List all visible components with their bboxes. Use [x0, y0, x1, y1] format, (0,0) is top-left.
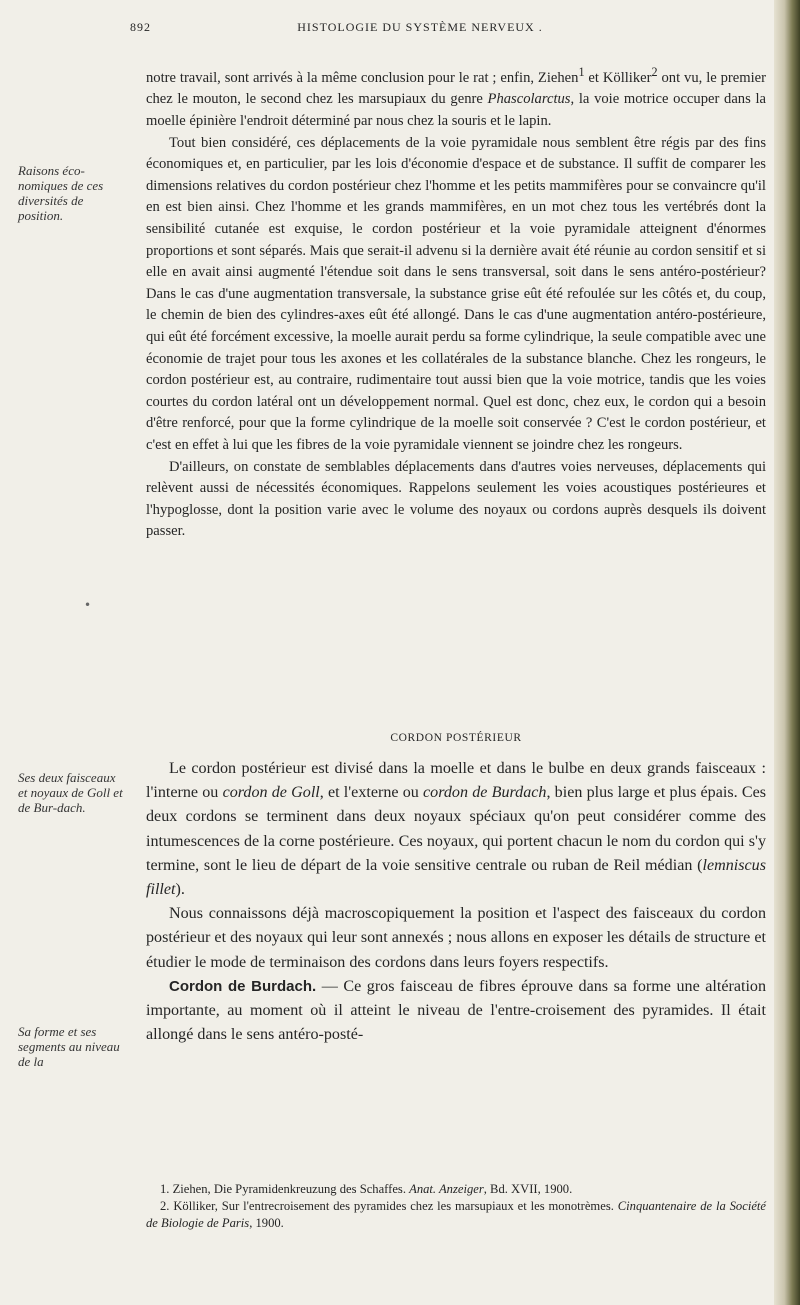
footnote-ref[interactable]: 2 [651, 65, 658, 79]
paragraph: notre travail, sont arrivés à la même conclusion pour le rat ; enfin, Ziehen$^1$ et Kölliker$^2$ ont vu, le premier chez le mouton, le second chez les marsupiaux du genre Phascolarctus, la voie motrice occuper dans la moelle épinière l'endroit déterminé par nous chez la souris et le lapin. [146, 65, 767, 130]
paragraph: Le cordon postérieur est divisé dans la moelle et dans le bulbe en deux grands faisceaux : l'interne ou cordon de Goll, et l'externe ou cordon de Burdach, bien plus large et plus épais. Ces deux cordons se terminent dans deux noyaux spéciaux qu'on peut considérer comme des intumescences de la corne postérieure. Ces noyaux, qui portent chacun le nom du cordon qui s'y termine, sont le lieu de départ de la voie sensitive centrale ou ruban de Reil médian (lemniscus fillet). [146, 760, 766, 899]
page-number: 892 [130, 20, 151, 34]
section-pyramidal-text [146, 62, 766, 543]
footnote-ref[interactable]: 1 [578, 65, 585, 79]
footnotes [146, 1181, 766, 1232]
margin-note-economy: Raisons éco-nomiques de ces diversités de position. [18, 163, 104, 223]
paragraph: Tout bien considéré, ces déplacements de la voie pyramidale nous semblent être régis par des fins économiques et, en particulier, par les lois d'économie d'espace et de substance. Il suffit de comparer les dimensions relatives du cordon postérieur chez l'homme et les petits mammifères pour se convaincre qu'il en est bien ainsi. Chez l'homme et les grands mammifères, en un mot chez tous les vertébrés dont la sensibilité cutanée est exquise, le cordon postérieur et la voie pyramidale atteignent d'énormes proportions et sont séparés. Mais que serait-il advenu si la dernière avait été réunie au cordon sensitif et si elle en avait ainsi augmenté l'étendue soit dans le sens transversal, soit dans le sens antéro-postérieur? Dans le cas d'une augmentation transversale, la substance grise eût été refoulée sur les côtés et, du coup, le chemin de bien des cylindres-axes eût été allongé. Dans le cas d'une augmentation antéro-postérieure, qui eût été forcément excessive, la moelle aurait perdu sa forme cylindrique, la seule compatible avec une économie de trajet pour tous les axones et les collatérales de la substance blanche. Chez les rongeurs, le cordon postérieur est, au contraire, rudimentaire tout aussi bien que la voie motrice, tandis que les voies courtes du cordon latéral ont un développement normal. Quel est donc, chez eux, le cordon qui a besoin d'être renforcé, pour que la forme cylindrique de la moelle soit conservée ? C'est le cordon postérieur, et c'est en effet à lui que les fibres de la voie pyramidale viennent se joindre chez les rongeurs. [146, 134, 766, 453]
stray-mark: • [84, 598, 92, 612]
paragraph: Cordon de Burdach. — Ce gros faisceau de fibres éprouve dans sa forme une altération importante, au moment où il atteint le niveau de l'entre-croisement des pyramides. Il était allongé dans le sens antéro-posté- [146, 977, 767, 1044]
footnote-1: 1. Ziehen, Die Pyramidenkreuzung des Schaffes. Anat. Anzeiger, Bd. XVII, 1900. [160, 1182, 573, 1196]
paragraph: D'ailleurs, on constate de semblables déplacements dans d'autres voies nerveuses, déplacements qui relèvent aussi de nécessités économiques. Rappelons seulement les voies acoustiques postérieures et l'hypoglosse, dont la position varie avec le volume des noyaux ou cordons auprès desquels ils doivent passer. [146, 458, 766, 540]
section-posterior-cord-text [146, 757, 766, 1047]
running-title: HISTOLOGIE DU SYSTÈME NERVEUX . [297, 20, 543, 34]
page-edge-shadow [774, 0, 800, 1305]
footnote-2: 2. Kölliker, Sur l'entrecroisement des pyramides chez les marsupiaux et les monotrèmes. Cinquantenaire de la Société de Biologie de Paris, 1900. [146, 1199, 766, 1230]
margin-note-goll-burdach: Ses deux faisceaux et noyaux de Goll et de Bur-dach. [18, 770, 123, 815]
run-in-heading: Cordon de Burdach. [169, 977, 317, 995]
page-header [70, 20, 770, 40]
section-heading: CORDON POSTÉRIEUR [390, 732, 522, 744]
margin-note-form-segments: Sa forme et ses segments au niveau de la [18, 1024, 120, 1069]
paragraph: Nous connaissons déjà macroscopiquement la position et l'aspect des faisceaux du cordon postérieur et des noyaux qui leur sont annexés ; nous allons en exposer les détails de structure et étudier le mode de terminaison des cordons dans leurs foyers respectifs. [146, 905, 766, 971]
